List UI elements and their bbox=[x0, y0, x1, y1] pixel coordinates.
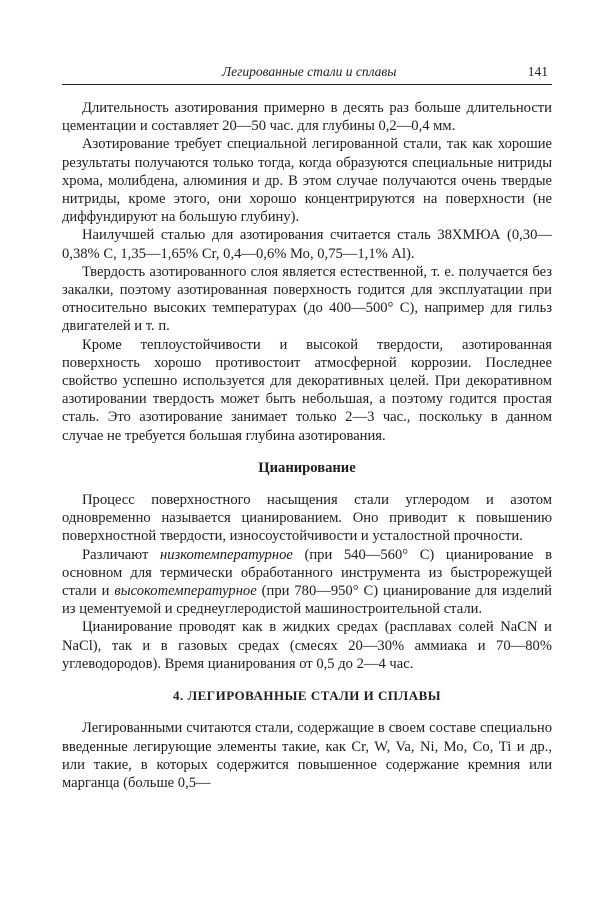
running-header bbox=[62, 64, 552, 85]
emphasis-high-temp: высокотемпературное bbox=[114, 583, 257, 600]
page-number: 141 bbox=[527, 64, 548, 79]
paragraph-cyaniding-types bbox=[62, 546, 552, 619]
text-segment: (при 780—950° С) цианирование для изделий из цементуемой и среднеуглеродистой машиностроительной стали. bbox=[62, 583, 552, 618]
text-segment: (при 540—560° С) цианирование в основном для термически обработанного инструмента из быстрорежущей стали и bbox=[62, 546, 552, 600]
body-text bbox=[62, 99, 552, 792]
text-segment: Различают bbox=[82, 546, 149, 563]
paragraph-nitriding-steel: Азотирование требует специальной легированной стали, так как хорошие результаты получаются только тогда, когда образуются специальные нитриды хрома, молибдена, алюминия и др. В этом случае получаются очень твердые нитриды, кроме этого, они хорошо концентрируются на поверхности (не диффундируют на большую глубину). bbox=[62, 136, 552, 226]
paragraph-nitriding-duration: Длительность азотирования примерно в десять раз больше длительности цементации и составляет 20—50 час. для глубины 0,2—0,4 мм. bbox=[62, 100, 552, 135]
paragraph-cyaniding-definition: Процесс поверхностного насыщения стали углеродом и азотом одновременно называется цианированием. Оно приводит к повышению поверхностной твердости, износоустойчивости и усталостной прочности. bbox=[62, 492, 552, 545]
paragraph-corrosion: Кроме теплоустойчивости и высокой твердости, азотированная поверхность хорошо противостоит атмосферной коррозии. Последнее свойство успешно используется для декоративных целей. При декоративном азотировании твердость может быть небольшая, а поэтому годится простая сталь. Это азотирование занимает только 2—3 час., поскольку в данном случае не требуется большая глубина азотирования. bbox=[62, 336, 552, 444]
running-title: Легированные стали и сплавы bbox=[222, 64, 397, 79]
paragraph-alloyed-definition: Легированными считаются стали, содержащие в своем составе специально введенные легирующие элементы такие, как Сr, W, Va, Ni, Мо, Со, Ti и др., или такие, в которых содержится повышенное содержание кремния или марганца (больше 0,5— bbox=[62, 720, 552, 791]
emphasis-low-temp: низкотемпературное bbox=[159, 546, 293, 563]
section-heading-cyaniding: Цианирование bbox=[258, 459, 356, 476]
paragraph-cyaniding-media: Цианирование проводят как в жидких средах (расплавах солей NaCN и NaCl), так и в газовых средах (смесях 20—30% аммиака и 70—80% углеводородов). Время цианирования от 0,5 до 2—4 час. bbox=[62, 619, 552, 672]
paragraph-best-steel: Наилучшей сталью для азотирования считается сталь 38ХМЮА (0,30—0,38% С, 1,35—1,65% Сr, 0,4—0,6% Мо, 0,75—1,1% Аl). bbox=[62, 227, 552, 262]
chapter-heading-alloys: 4. ЛЕГИРОВАННЫЕ СТАЛИ И СПЛАВЫ bbox=[172, 688, 442, 704]
paragraph-hardness: Твердость азотированного слоя является естественной, т. е. получается без закалки, поэтому азотированная поверхность годится для эксплуатации при относительно высоких температурах (до 400—500° С), например для гильз двигателей и т. п. bbox=[62, 263, 552, 335]
